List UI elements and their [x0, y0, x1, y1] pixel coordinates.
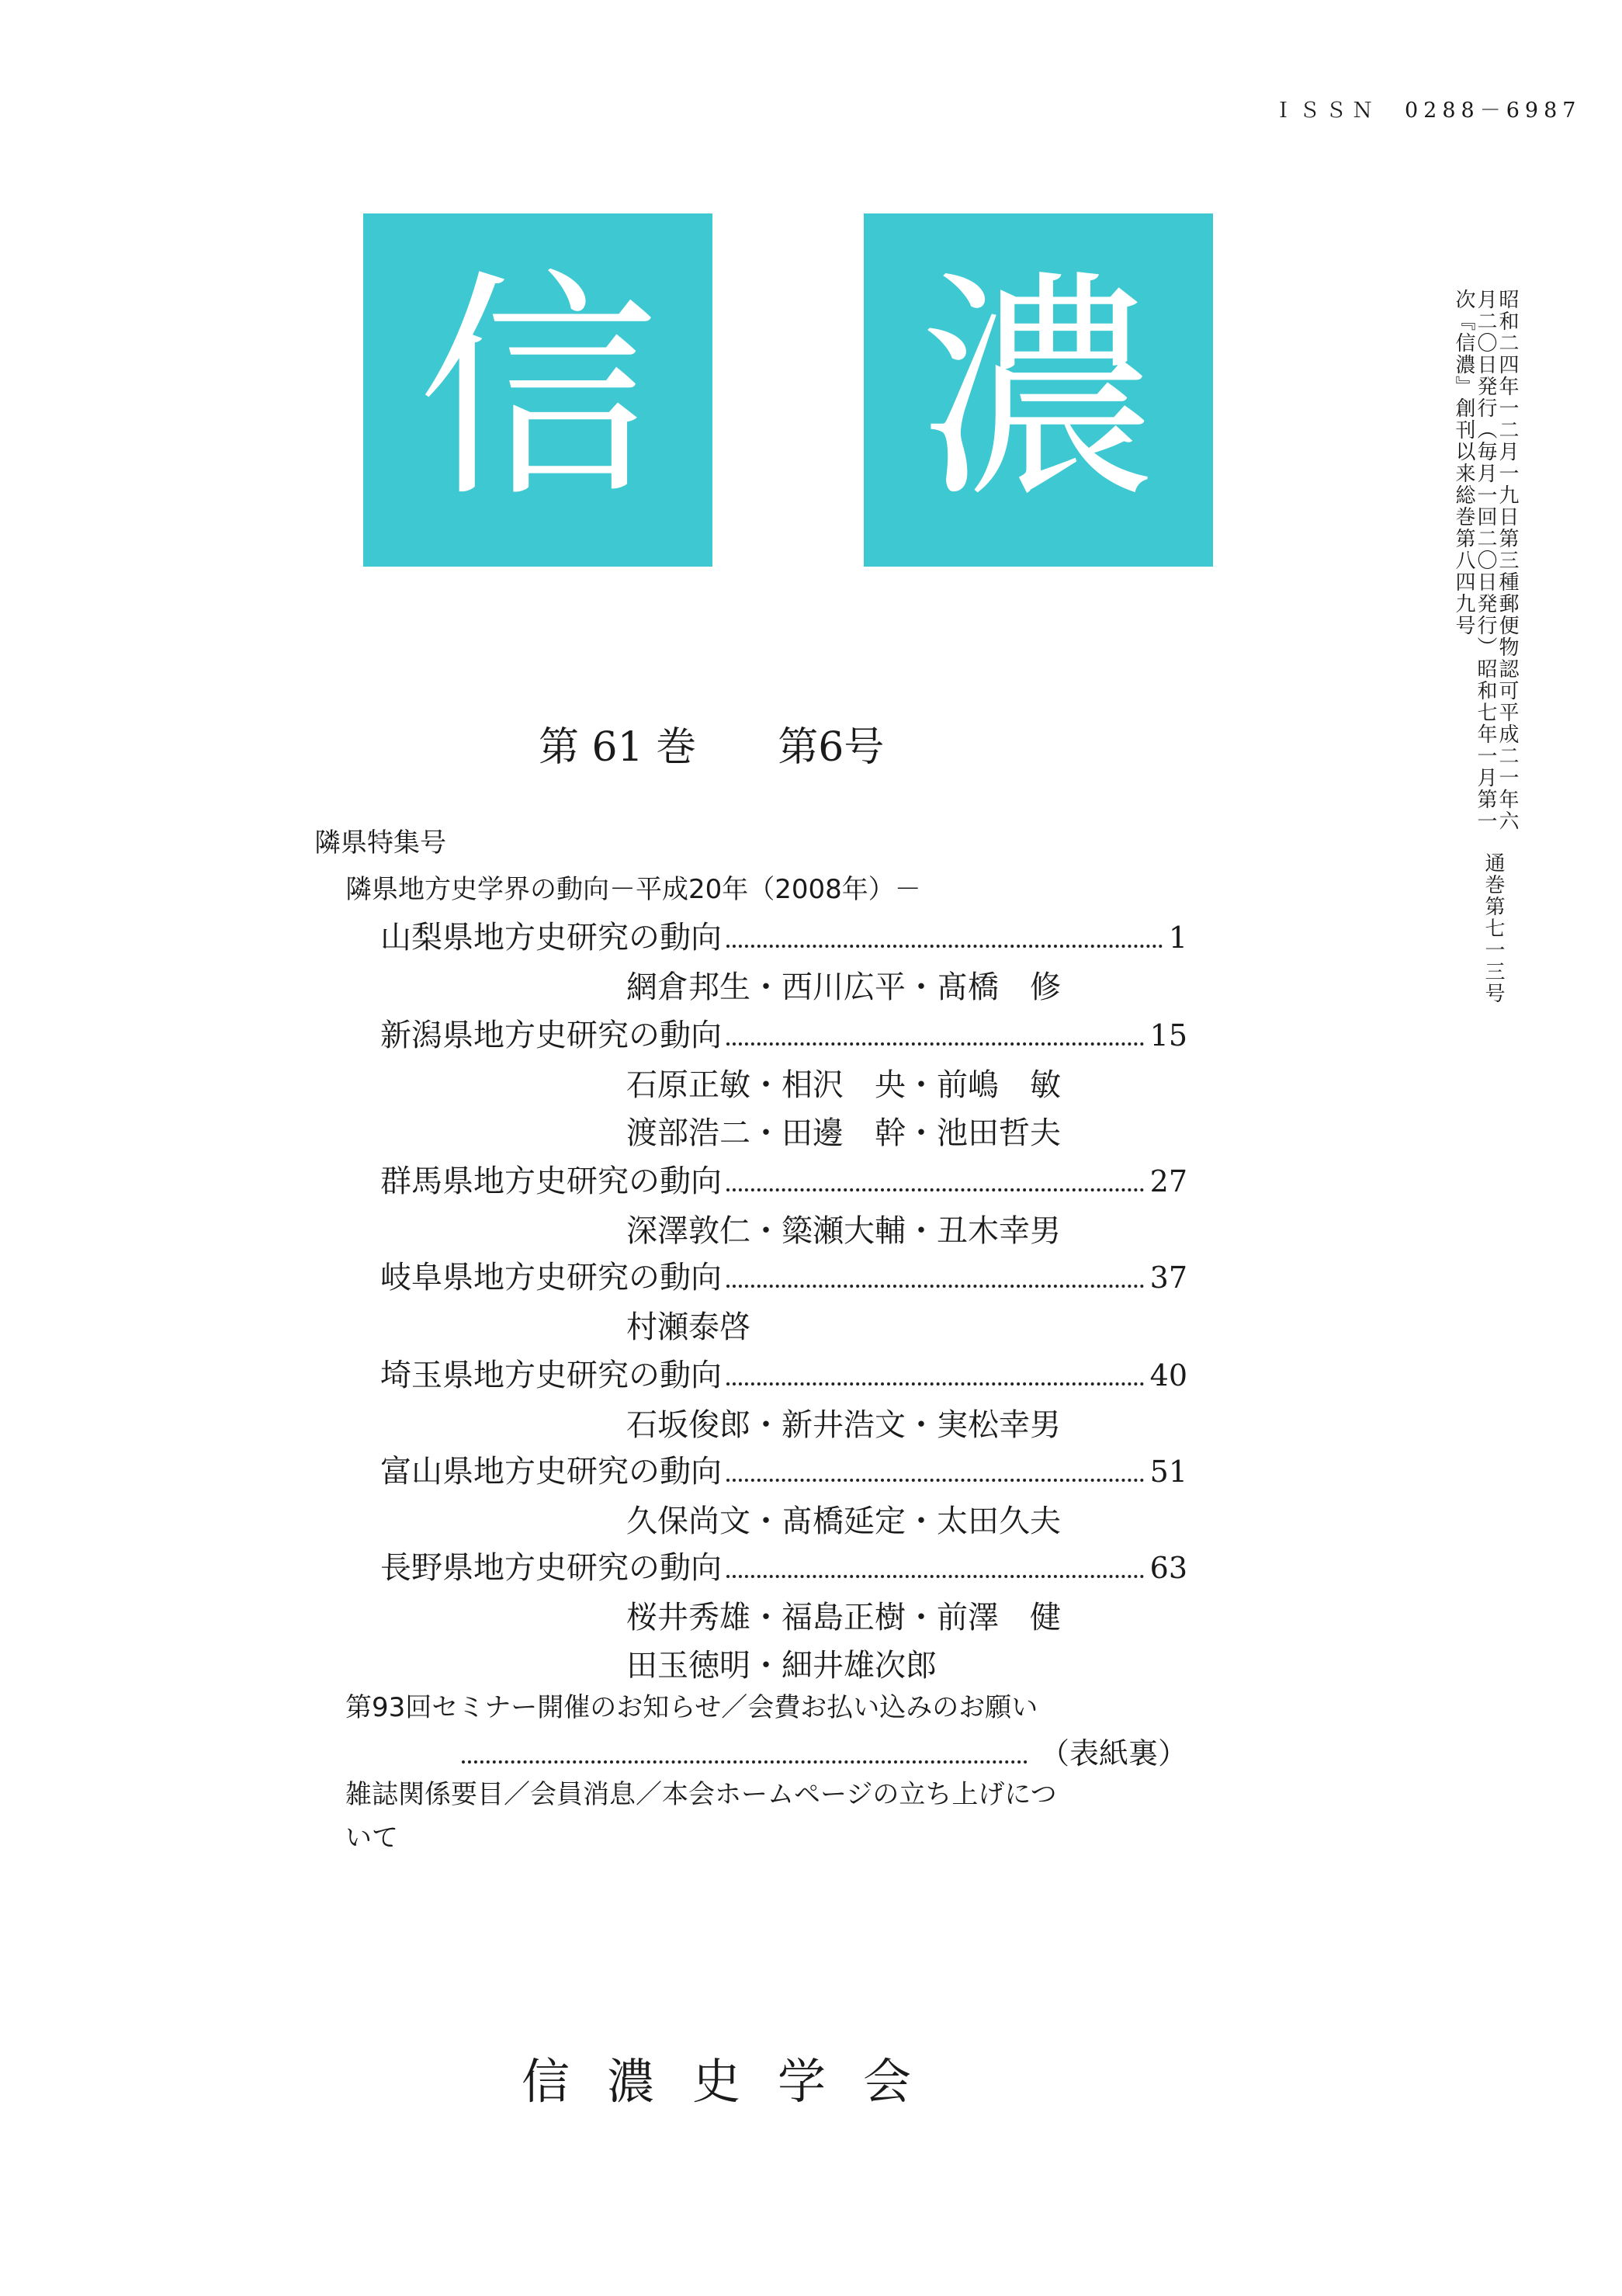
volume-issue [539, 714, 965, 772]
toc-entry-authors: 田玉徳明・細井雄次郎 [626, 1648, 937, 1684]
toc-entry-authors: 桜井秀雄・福島正樹・前澤 健 [626, 1600, 1061, 1635]
toc-entry-title: 群馬県地方史研究の動向 [380, 1164, 722, 1199]
volume-number: 第 61 巻 [539, 724, 697, 771]
leader-dots [726, 1478, 1144, 1482]
notice-seminar-page-line [314, 1729, 1187, 1772]
toc-entry-authors: 渡部浩二・田邊 幹・池田哲夫 [626, 1115, 1061, 1151]
toc-entry-title: 新潟県地方史研究の動向 [380, 1018, 722, 1053]
toc-entry-gunma[interactable] [380, 1157, 1187, 1201]
postal-notice: 昭和二四年一二月一九日第三種郵便物認可平成二一年六月二〇日発行（毎月一回二〇日発行）昭和七年一月第一次『信濃』創刊以来総巻第八四九号 [1452, 289, 1519, 832]
toc-entry-authors: 石坂俊郎・新井浩文・実松幸男 [626, 1407, 1061, 1443]
feature-subtitle: 隣県地方史学界の動向－平成20年（2008年）－ [345, 874, 921, 905]
notice-misc-line1: 雑誌関係要目／会員消息／本会ホームページの立ち上げにつ [345, 1779, 1057, 1810]
title-block-no [864, 213, 1213, 567]
title-block-shin [363, 213, 712, 567]
notice-misc-line2: いて [345, 1823, 398, 1854]
toc-entry-page: 37 [1149, 1261, 1187, 1295]
toc-entry-page: 63 [1149, 1551, 1187, 1585]
issue-number: 第6号 [778, 724, 885, 771]
toc-entry-authors: 網倉邦生・西川広平・髙橋 修 [626, 969, 1061, 1005]
toc-entry-gifu[interactable] [380, 1253, 1187, 1297]
toc-entry-yamanashi[interactable] [380, 913, 1187, 957]
toc-entry-authors: 深澤敦仁・簗瀬大輔・丑木幸男 [626, 1213, 1061, 1249]
toc-entry-nagano[interactable] [380, 1543, 1187, 1587]
toc-entry-authors: 石原正敏・相沢 央・前嶋 敏 [626, 1067, 1061, 1103]
leader-dots [726, 1188, 1144, 1191]
leader-dots [726, 1284, 1144, 1288]
publisher-name: 信濃史学会 [522, 2053, 949, 2110]
toc-entry-page: 15 [1149, 1018, 1187, 1053]
leader-dots [462, 1760, 1028, 1764]
toc-entry-page: 27 [1149, 1164, 1187, 1198]
toc-entry-title: 山梨県地方史研究の動向 [380, 920, 722, 956]
toc-entry-title: 岐阜県地方史研究の動向 [380, 1260, 722, 1295]
issn-number: ＩＳＳＮ 0288－6987 [1273, 99, 1582, 123]
toc-entry-title: 富山県地方史研究の動向 [380, 1454, 722, 1490]
toc-entry-page: 1 [1168, 921, 1187, 955]
leader-dots [726, 1382, 1144, 1386]
feature-label: 隣県特集号 [314, 827, 446, 858]
title-char-shin: 信 [418, 249, 658, 530]
toc-entry-title: 埼玉県地方史研究の動向 [380, 1358, 722, 1393]
leader-dots [726, 1042, 1144, 1046]
toc-entry-saitama[interactable] [380, 1351, 1187, 1395]
leader-dots [726, 1574, 1144, 1578]
toc-entry-page: 40 [1149, 1358, 1187, 1393]
toc-entry-authors: 久保尚文・髙橋延定・太田久夫 [626, 1503, 1061, 1539]
toc-entry-title: 長野県地方史研究の動向 [380, 1550, 722, 1586]
toc-entry-toyama[interactable] [380, 1447, 1187, 1491]
notice-seminar-page: （表紙裏） [1039, 1736, 1187, 1771]
toc-entry-page: 51 [1149, 1455, 1187, 1489]
notice-seminar: 第93回セミナー開催のお知らせ／会費お払い込みのお願い [345, 1692, 1038, 1723]
serial-number: 通巻第七一三号 [1482, 852, 1505, 1004]
toc-entry-niigata[interactable] [380, 1011, 1187, 1055]
leader-dots [726, 944, 1163, 948]
toc-entry-authors: 村瀬泰啓 [626, 1309, 750, 1345]
title-char-no: 濃 [918, 249, 1159, 530]
